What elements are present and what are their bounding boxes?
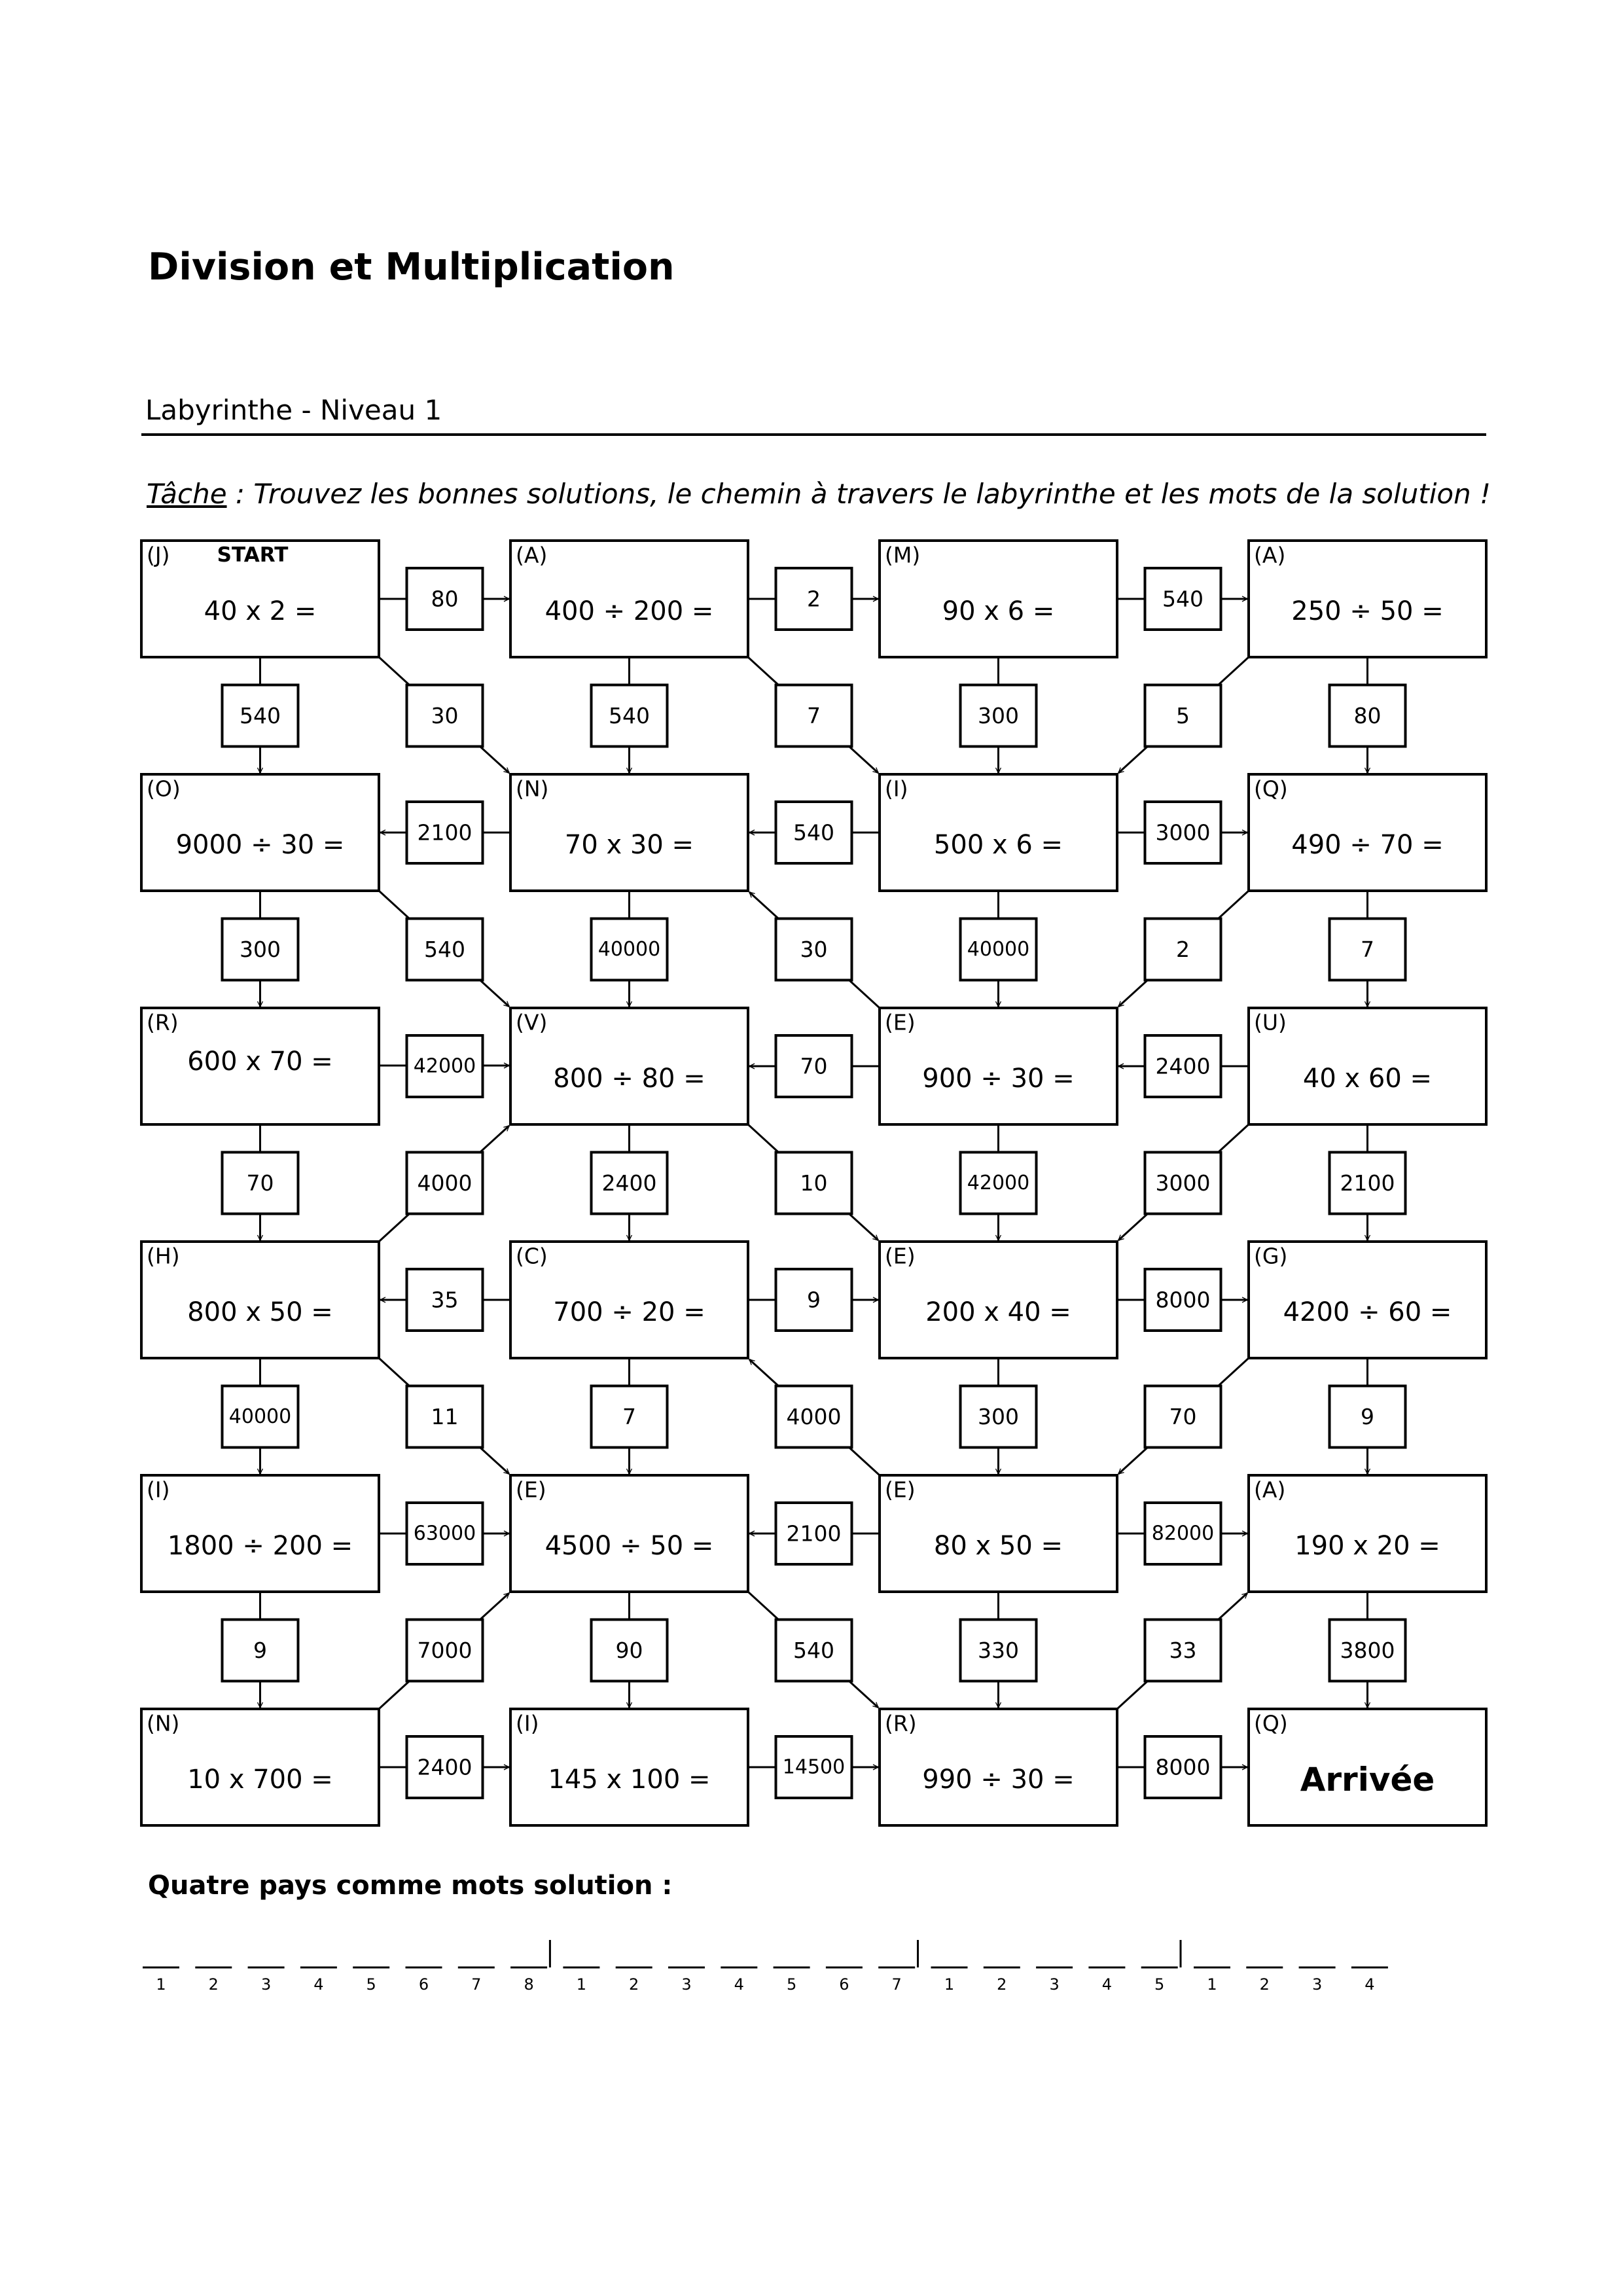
d-link-line [379, 1681, 410, 1710]
h-link-value: 80 [431, 586, 459, 612]
d-link-line [849, 1448, 880, 1476]
cell-letter: (E) [885, 1243, 916, 1269]
letter-position-number: 2 [1259, 1975, 1270, 1994]
d-link-line [748, 1592, 779, 1620]
cell-letter: (G) [1254, 1243, 1288, 1269]
d-link-value: 5 [1176, 703, 1190, 728]
cell-letter: (I) [885, 776, 908, 802]
d-link-line [379, 891, 410, 919]
start-label: START [217, 543, 289, 567]
d-link-value: 7000 [417, 1638, 473, 1663]
d-link-value: 540 [424, 937, 465, 962]
cell-letter: (N) [147, 1710, 180, 1736]
cell-expression: 800 x 50 = [187, 1297, 333, 1327]
d-link-arrow [1118, 1448, 1148, 1475]
v-link-value: 80 [1353, 703, 1382, 728]
v-link-value: 40000 [228, 1405, 292, 1428]
h-link-value: 540 [793, 819, 834, 846]
cell-expression: 400 ÷ 200 = [544, 596, 714, 626]
solution-heading: Quatre pays comme mots solution : [148, 1871, 673, 1901]
cell-expression: 10 x 700 = [187, 1765, 333, 1795]
letter-position-number: 4 [1364, 1975, 1375, 1994]
d-link-arrow [849, 1681, 879, 1708]
d-link-line [1219, 1358, 1249, 1386]
d-link-line [379, 1214, 410, 1242]
v-link-value: 9 [253, 1638, 267, 1663]
d-link-arrow [1219, 1593, 1248, 1620]
cell-letter: (V) [516, 1009, 548, 1035]
cell-letter: (E) [516, 1477, 546, 1503]
letter-position-number: 7 [891, 1975, 902, 1994]
cell-expression: 800 ÷ 80 = [553, 1064, 705, 1094]
letter-position-number: 6 [839, 1975, 849, 1994]
cell-expression: 490 ÷ 70 = [1291, 830, 1444, 860]
d-link-line [1117, 1681, 1148, 1710]
page-title: Division et Multiplication [148, 245, 675, 289]
cell-letter: (E) [885, 1477, 916, 1503]
h-link-value: 63000 [413, 1522, 476, 1545]
cell-letter: (R) [885, 1710, 917, 1736]
task-label: Tâche [147, 478, 227, 510]
h-link-value: 2400 [1155, 1053, 1211, 1079]
cell-letter: (A) [1254, 1477, 1286, 1503]
h-link-value: 14500 [782, 1755, 846, 1779]
letter-position-number: 1 [576, 1975, 587, 1994]
cell-expression: 9000 ÷ 30 = [175, 830, 345, 860]
cell-expression: 80 x 50 = [933, 1531, 1063, 1561]
v-link-value: 7 [1361, 937, 1374, 962]
d-link-line [849, 980, 880, 1009]
cell-letter: (N) [516, 776, 549, 802]
v-link-value: 3800 [1340, 1638, 1395, 1663]
d-link-value: 33 [1169, 1638, 1197, 1663]
d-link-value: 7 [807, 703, 821, 728]
level-subtitle: Labyrinthe - Niveau 1 [145, 394, 442, 426]
cell-letter: (H) [147, 1243, 180, 1269]
d-link-line [379, 1358, 410, 1386]
h-link-value: 2 [807, 586, 821, 612]
letter-position-number: 1 [1207, 1975, 1217, 1994]
d-link-value: 3000 [1155, 1170, 1211, 1196]
cell-letter: (E) [885, 1009, 916, 1035]
d-link-arrow [749, 1359, 779, 1386]
cell-expression: 40 x 60 = [1302, 1064, 1433, 1094]
d-link-line [379, 657, 410, 685]
d-link-arrow [480, 980, 510, 1007]
d-link-value: 70 [1169, 1404, 1197, 1429]
v-link-value: 2400 [601, 1170, 657, 1196]
cell-expression: 700 ÷ 20 = [553, 1297, 705, 1327]
letter-position-number: 5 [366, 1975, 376, 1994]
v-link-value: 7 [622, 1404, 636, 1429]
d-link-arrow [849, 747, 879, 774]
cell-expression: 200 x 40 = [925, 1297, 1071, 1327]
cell-letter: (Q) [1254, 776, 1288, 802]
letter-position-number: 3 [260, 1975, 272, 1994]
d-link-arrow [480, 1448, 510, 1475]
d-link-arrow [1118, 980, 1148, 1007]
d-link-arrow [480, 1126, 510, 1153]
letter-position-number: 4 [313, 1975, 324, 1994]
v-link-value: 540 [240, 703, 281, 728]
d-link-value: 30 [431, 703, 459, 728]
letter-position-number: 8 [524, 1975, 534, 1994]
task-text: : Trouvez les bonnes solutions, le chemin à travers le labyrinthe et les mots de la solution ! [226, 478, 1491, 510]
d-link-value: 2 [1176, 937, 1190, 962]
v-link-value: 540 [609, 703, 650, 728]
v-link-value: 330 [978, 1638, 1019, 1663]
d-link-line [1219, 657, 1249, 685]
cell-letter: (M) [885, 542, 921, 568]
letter-position-number: 7 [471, 1975, 482, 1994]
d-link-arrow [849, 1214, 879, 1241]
cell-letter: (A) [516, 542, 548, 568]
finish-label: Arrivée [1300, 1761, 1435, 1799]
d-link-arrow [749, 892, 779, 919]
letter-position-number: 4 [734, 1975, 744, 1994]
h-link-value: 8000 [1155, 1287, 1211, 1313]
d-link-value: 30 [800, 937, 828, 962]
h-link-value: 3000 [1155, 819, 1211, 846]
v-link-value: 42000 [967, 1172, 1030, 1194]
d-link-arrow [1118, 747, 1148, 774]
cell-letter: (I) [147, 1477, 170, 1503]
cell-expression: 250 ÷ 50 = [1291, 596, 1444, 626]
d-link-arrow [480, 747, 510, 774]
cell-letter: (C) [516, 1243, 548, 1269]
h-link-value: 540 [1162, 586, 1204, 612]
letter-position-number: 1 [944, 1975, 955, 1994]
d-link-value: 4000 [417, 1170, 473, 1196]
letter-position-number: 2 [208, 1975, 219, 1994]
h-link-value: 2100 [786, 1520, 842, 1547]
cell-expression: 500 x 6 = [933, 830, 1063, 860]
cell-letter: (U) [1254, 1009, 1287, 1035]
v-link-value: 40000 [967, 938, 1030, 961]
cell-expression: 900 ÷ 30 = [922, 1064, 1075, 1094]
v-link-value: 300 [978, 1404, 1019, 1429]
h-link-value: 42000 [413, 1054, 476, 1078]
cell-expression: 4500 ÷ 50 = [544, 1531, 714, 1561]
d-link-value: 11 [431, 1404, 459, 1429]
h-link-value: 2100 [417, 819, 473, 846]
letter-position-number: 5 [1154, 1975, 1165, 1994]
cell-expression: 1800 ÷ 200 = [167, 1531, 353, 1561]
cell-letter: (A) [1254, 542, 1286, 568]
cell-letter: (J) [147, 542, 170, 568]
v-link-value: 70 [246, 1170, 274, 1196]
letter-position-number: 1 [156, 1975, 166, 1994]
cell-expression: 145 x 100 = [548, 1765, 711, 1795]
h-link-value: 70 [800, 1053, 828, 1079]
cell-expression: 190 x 20 = [1294, 1531, 1440, 1561]
letter-position-number: 2 [997, 1975, 1007, 1994]
h-link-value: 8000 [1155, 1754, 1211, 1780]
letter-position-number: 3 [1049, 1975, 1060, 1994]
v-link-value: 40000 [597, 938, 661, 961]
letter-position-number: 5 [786, 1975, 797, 1994]
letter-position-number: 4 [1101, 1975, 1113, 1994]
cell-letter: (I) [516, 1710, 539, 1736]
letter-position-number: 3 [681, 1975, 692, 1994]
h-link-value: 82000 [1151, 1522, 1215, 1545]
d-link-value: 10 [800, 1170, 828, 1196]
cell-expression: 600 x 70 = [187, 1047, 333, 1077]
cell-letter: (Q) [1254, 1710, 1288, 1736]
v-link-value: 300 [240, 937, 281, 962]
v-link-value: 300 [978, 703, 1019, 728]
cell-expression: 4200 ÷ 60 = [1283, 1297, 1452, 1327]
cell-expression: 70 x 30 = [564, 830, 694, 860]
h-link-value: 2400 [417, 1754, 473, 1780]
cell-expression: 40 x 2 = [204, 596, 317, 626]
d-link-line [748, 1124, 779, 1153]
d-link-line [1219, 1124, 1249, 1153]
cell-expression: 990 ÷ 30 = [922, 1765, 1075, 1795]
cell-letter: (R) [147, 1009, 179, 1035]
d-link-line [748, 657, 779, 685]
letter-position-number: 6 [418, 1975, 429, 1994]
d-link-value: 4000 [786, 1404, 842, 1429]
v-link-value: 2100 [1340, 1170, 1395, 1196]
cell-letter: (O) [147, 776, 181, 802]
h-link-value: 35 [431, 1287, 459, 1313]
v-link-value: 9 [1361, 1404, 1374, 1429]
d-link-arrow [480, 1593, 510, 1620]
d-link-arrow [1118, 1214, 1148, 1241]
letter-position-number: 2 [629, 1975, 639, 1994]
d-link-value: 540 [793, 1638, 834, 1663]
cell-expression: 90 x 6 = [942, 596, 1055, 626]
h-link-value: 9 [807, 1287, 821, 1313]
v-link-value: 90 [615, 1638, 643, 1663]
d-link-line [1219, 891, 1249, 919]
letter-position-number: 3 [1311, 1975, 1323, 1994]
